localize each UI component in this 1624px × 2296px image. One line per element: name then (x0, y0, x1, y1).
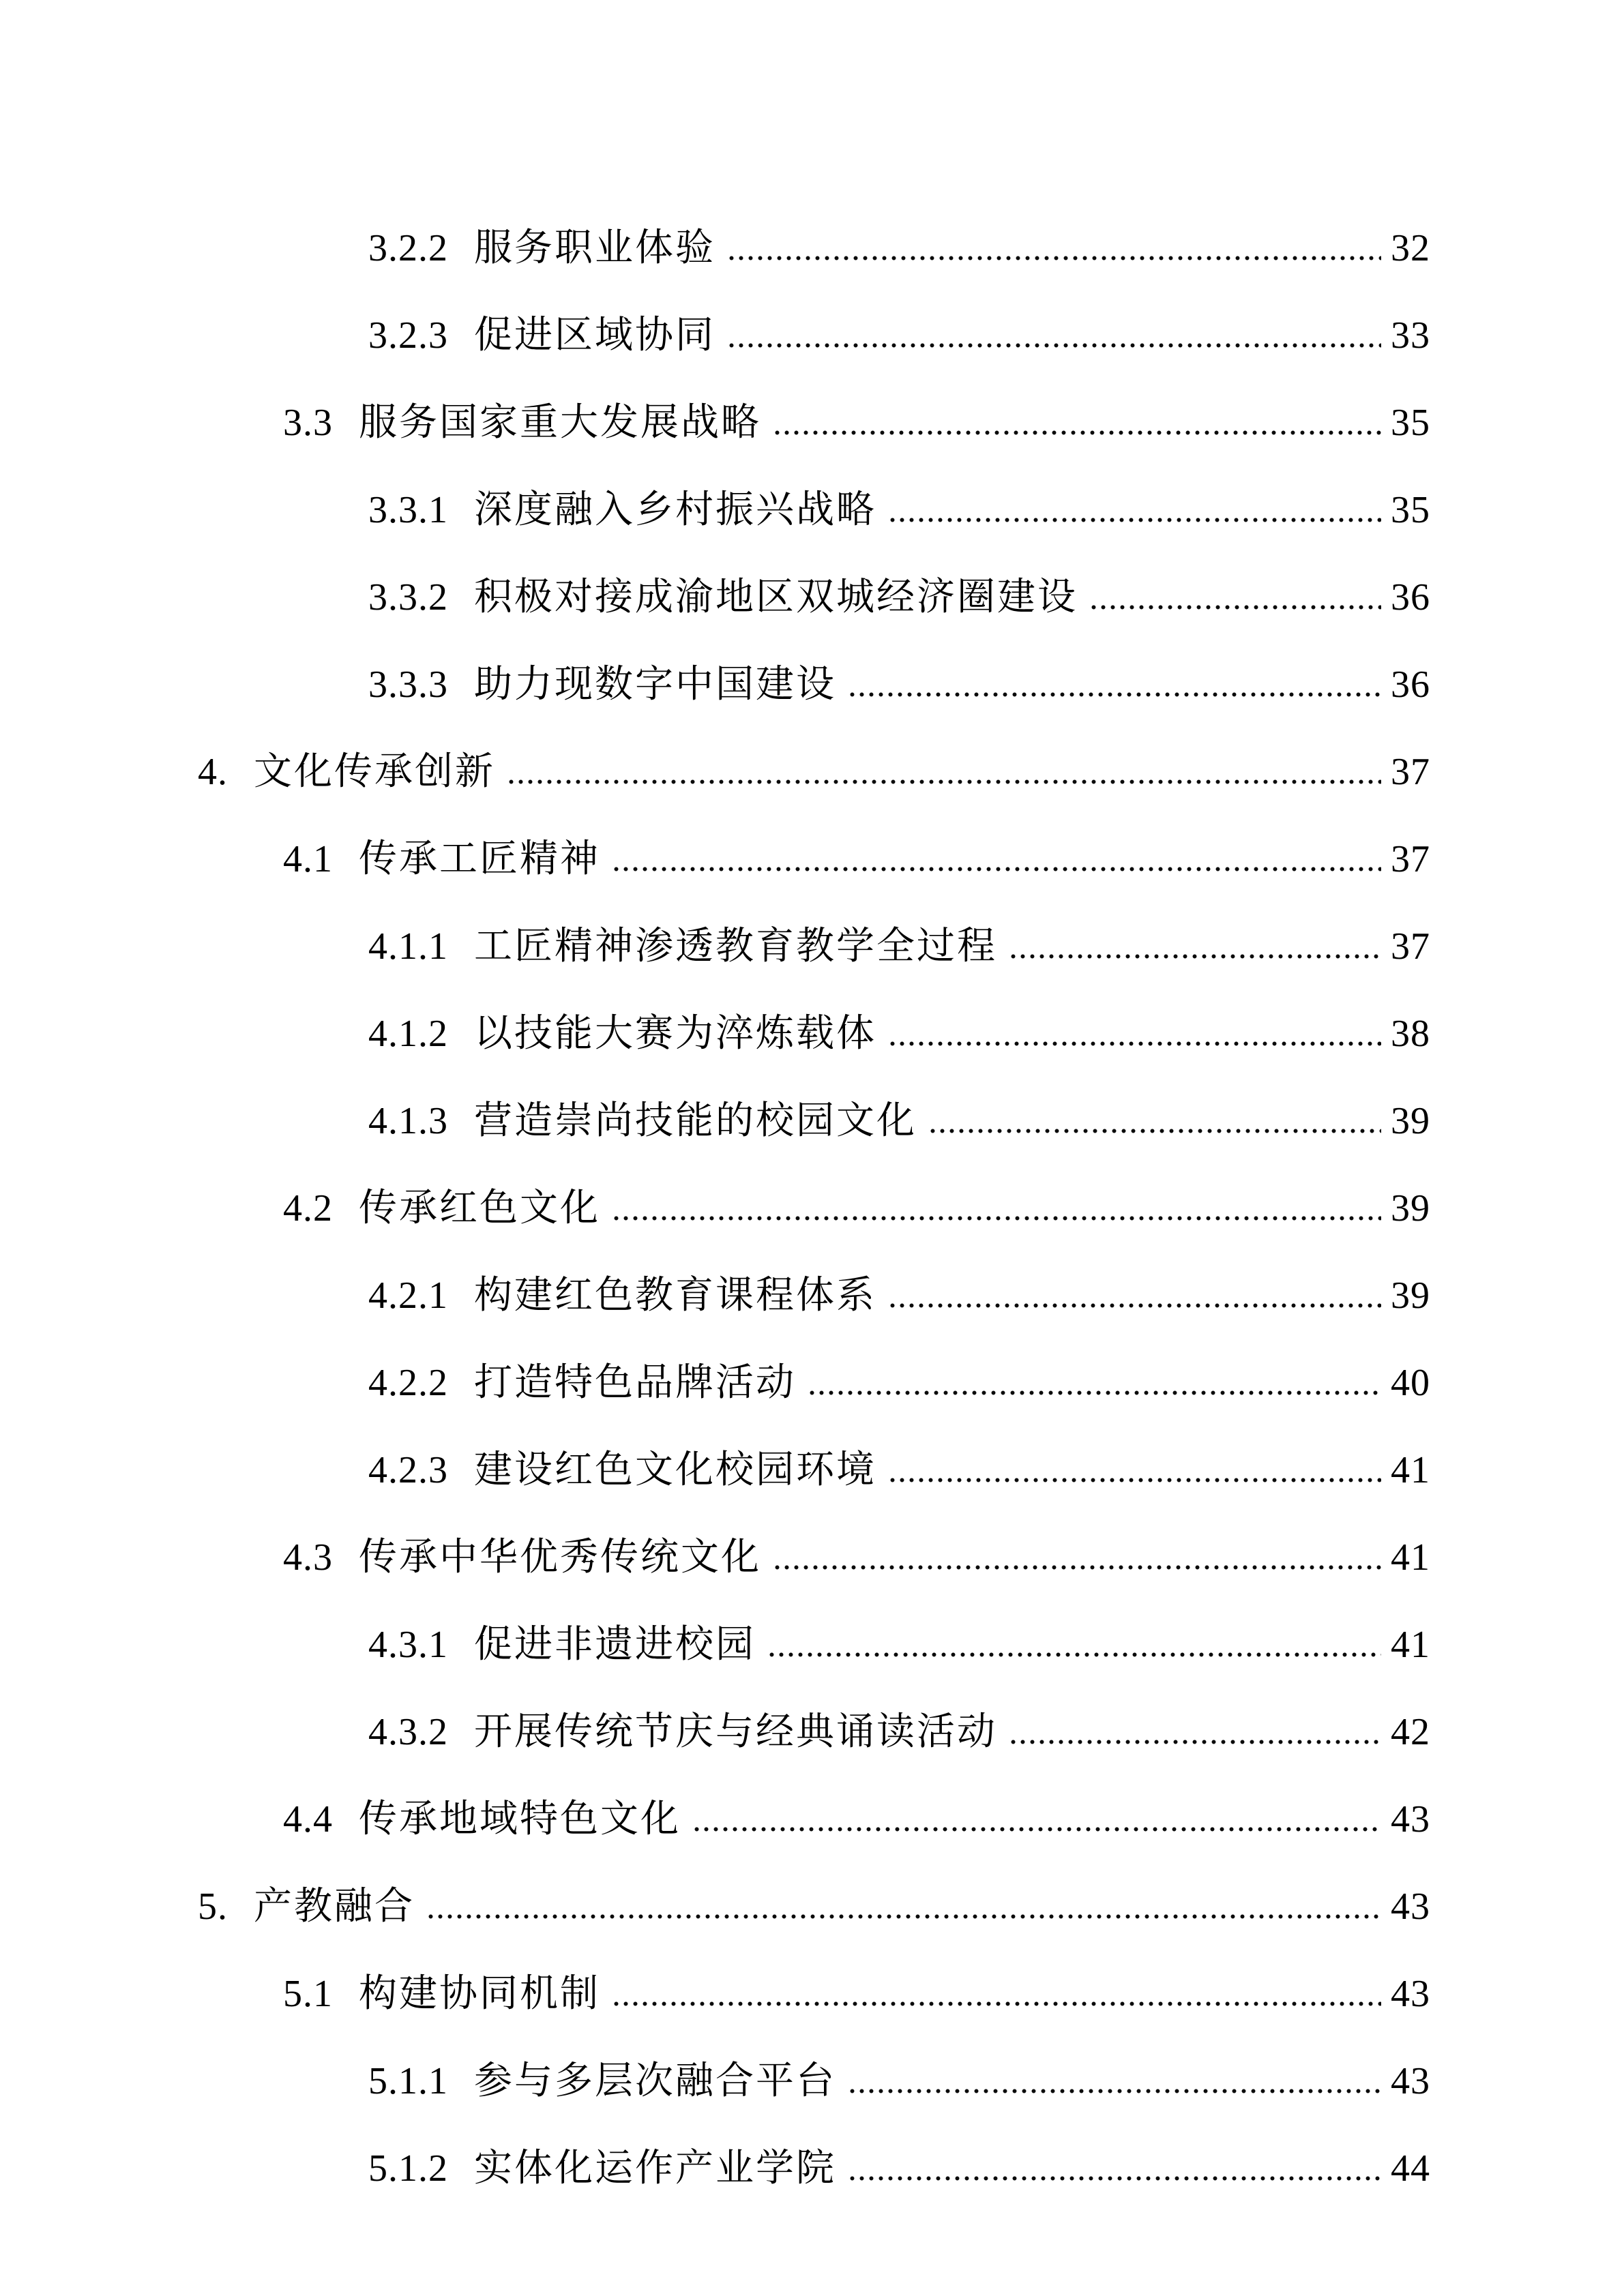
toc-entry-number: 4.3.1 (368, 1624, 448, 1666)
dot-leader (890, 1478, 1381, 1482)
dot-leader (614, 867, 1381, 871)
toc-entry-number: 3.2.2 (368, 227, 448, 269)
toc-entry[interactable] (368, 1688, 1430, 1776)
toc-entry-number: 4.2 (283, 1187, 333, 1229)
dot-leader (890, 1041, 1381, 1046)
toc-entry-page: 38 (1391, 1013, 1430, 1055)
toc-entry[interactable] (368, 2125, 1430, 2212)
dot-leader (614, 1216, 1381, 1221)
dot-leader (810, 1390, 1381, 1395)
toc-entry-page: 41 (1391, 1536, 1430, 1579)
toc-entry-number: 4. (198, 751, 228, 793)
toc-entry-title: 建设红色文化校园环境 (474, 1449, 876, 1491)
toc-entry-number: 3.3.1 (368, 489, 448, 531)
dot-leader (729, 256, 1381, 260)
toc-entry-number: 5.1.1 (368, 2060, 448, 2102)
dot-leader (769, 1652, 1381, 1657)
toc-entry[interactable] (283, 379, 1430, 466)
dot-leader (775, 430, 1381, 435)
toc-entry[interactable] (368, 903, 1430, 990)
toc-entry-title: 产教融合 (254, 1885, 415, 1928)
toc-entry-number: 5. (198, 1885, 228, 1928)
dot-leader (614, 2001, 1381, 2006)
toc-entry-page: 42 (1391, 1711, 1430, 1753)
toc-entry-number: 4.4 (283, 1798, 333, 1840)
toc-entry[interactable] (283, 1165, 1430, 1252)
toc-entry-title: 打造特色品牌活动 (474, 1362, 796, 1404)
dot-leader (694, 1827, 1381, 1832)
toc-entry-number: 4.1.3 (368, 1100, 448, 1142)
toc-entry[interactable] (368, 205, 1430, 292)
toc-entry-title: 营造崇尚技能的校园文化 (474, 1100, 917, 1142)
dot-leader (509, 779, 1381, 784)
dot-leader (1091, 605, 1381, 610)
toc-entry-title: 传承中华优秀传统文化 (359, 1536, 761, 1579)
toc-entry-title: 实体化运作产业学院 (474, 2147, 836, 2190)
toc-entry[interactable] (368, 2038, 1430, 2125)
toc-entry[interactable] (198, 1863, 1430, 1950)
toc-entry[interactable] (198, 728, 1430, 816)
toc-entry-title: 深度融入乡村振兴战略 (474, 489, 876, 531)
dot-leader (890, 1303, 1381, 1308)
dot-leader (729, 343, 1381, 348)
dot-leader (850, 2089, 1381, 2093)
toc-entry-title: 以技能大赛为淬炼载体 (474, 1013, 876, 1055)
toc-entry-page: 41 (1391, 1624, 1430, 1666)
toc-entry-title: 服务国家重大发展战略 (359, 402, 761, 444)
toc-entry-page: 40 (1391, 1362, 1430, 1404)
toc-entry[interactable] (368, 554, 1430, 641)
toc-entry-title: 积极对接成渝地区双城经济圈建设 (474, 576, 1078, 618)
toc-entry-page: 43 (1391, 1798, 1430, 1840)
toc-entry-page: 36 (1391, 664, 1430, 706)
toc-entry-page: 39 (1391, 1187, 1430, 1229)
toc-entry[interactable] (283, 1950, 1430, 2038)
toc-entry-title: 助力现数字中国建设 (474, 664, 836, 706)
toc-entry-page: 44 (1391, 2147, 1430, 2190)
toc-entry[interactable] (368, 1077, 1430, 1165)
toc-entry-number: 4.1.2 (368, 1013, 448, 1055)
toc-entry[interactable] (368, 1601, 1430, 1688)
toc-entry-number: 5.1 (283, 1973, 333, 2015)
toc-entry-title: 工匠精神渗透教育教学全过程 (474, 925, 997, 968)
toc-entry[interactable] (368, 1427, 1430, 1514)
dot-leader (850, 692, 1381, 697)
dot-leader (930, 1129, 1381, 1133)
toc-entry-page: 35 (1391, 489, 1430, 531)
dot-leader (1011, 954, 1381, 959)
toc-entry-number: 4.2.1 (368, 1274, 448, 1317)
toc-entry[interactable] (283, 1776, 1430, 1863)
dot-leader (890, 518, 1381, 522)
toc-entry-page: 43 (1391, 1973, 1430, 2015)
toc-entry[interactable] (283, 1514, 1430, 1601)
toc-entry-number: 4.1.1 (368, 925, 448, 968)
toc-entry-title: 参与多层次融合平台 (474, 2060, 836, 2102)
toc-entry-number: 4.3 (283, 1536, 333, 1579)
toc-entry-page: 43 (1391, 1885, 1430, 1928)
toc-entry-title: 传承工匠精神 (359, 838, 600, 880)
toc-entry-page: 37 (1391, 925, 1430, 968)
dot-leader (850, 2176, 1381, 2181)
toc-entry[interactable] (368, 292, 1430, 379)
toc-entry-page: 39 (1391, 1274, 1430, 1317)
toc-entry-page: 33 (1391, 314, 1430, 357)
dot-leader (1011, 1740, 1381, 1744)
toc-entry-number: 4.2.3 (368, 1449, 448, 1491)
toc-entry[interactable] (368, 466, 1430, 554)
toc-entry-page: 36 (1391, 576, 1430, 618)
toc-entry-number: 4.1 (283, 838, 333, 880)
toc-entry[interactable] (368, 641, 1430, 728)
toc-entry-page: 32 (1391, 227, 1430, 269)
toc-entry-number: 3.2.3 (368, 314, 448, 357)
toc-entry-title: 文化传承创新 (254, 751, 495, 793)
toc-entry-title: 传承红色文化 (359, 1187, 600, 1229)
toc-entry[interactable] (368, 990, 1430, 1077)
toc-entry-page: 39 (1391, 1100, 1430, 1142)
toc-entry-title: 传承地域特色文化 (359, 1798, 681, 1840)
dot-leader (775, 1565, 1381, 1570)
toc-entry-title: 构建协同机制 (359, 1973, 600, 2015)
toc-entry-title: 构建红色教育课程体系 (474, 1274, 876, 1317)
toc-entry[interactable] (368, 1252, 1430, 1339)
toc-entry-title: 促进区域协同 (474, 314, 715, 357)
dot-leader (428, 1914, 1381, 1919)
toc-entry-page: 43 (1391, 2060, 1430, 2102)
toc-entry-page: 37 (1391, 751, 1430, 793)
toc-entry-number: 4.3.2 (368, 1711, 448, 1753)
toc-entry-number: 3.3.3 (368, 664, 448, 706)
toc-entry-number: 3.3.2 (368, 576, 448, 618)
toc-entry-title: 服务职业体验 (474, 227, 715, 269)
toc-entry[interactable] (368, 1339, 1430, 1427)
toc-entry-number: 4.2.2 (368, 1362, 448, 1404)
toc-entry-title: 开展传统节庆与经典诵读活动 (474, 1711, 997, 1753)
toc-entry-title: 促进非遗进校园 (474, 1624, 756, 1666)
toc-entry-page: 41 (1391, 1449, 1430, 1491)
toc-entry-page: 35 (1391, 402, 1430, 444)
toc-entry-number: 5.1.2 (368, 2147, 448, 2190)
toc-entry-page: 37 (1391, 838, 1430, 880)
toc-entry-number: 3.3 (283, 402, 333, 444)
toc-entry[interactable] (283, 816, 1430, 903)
